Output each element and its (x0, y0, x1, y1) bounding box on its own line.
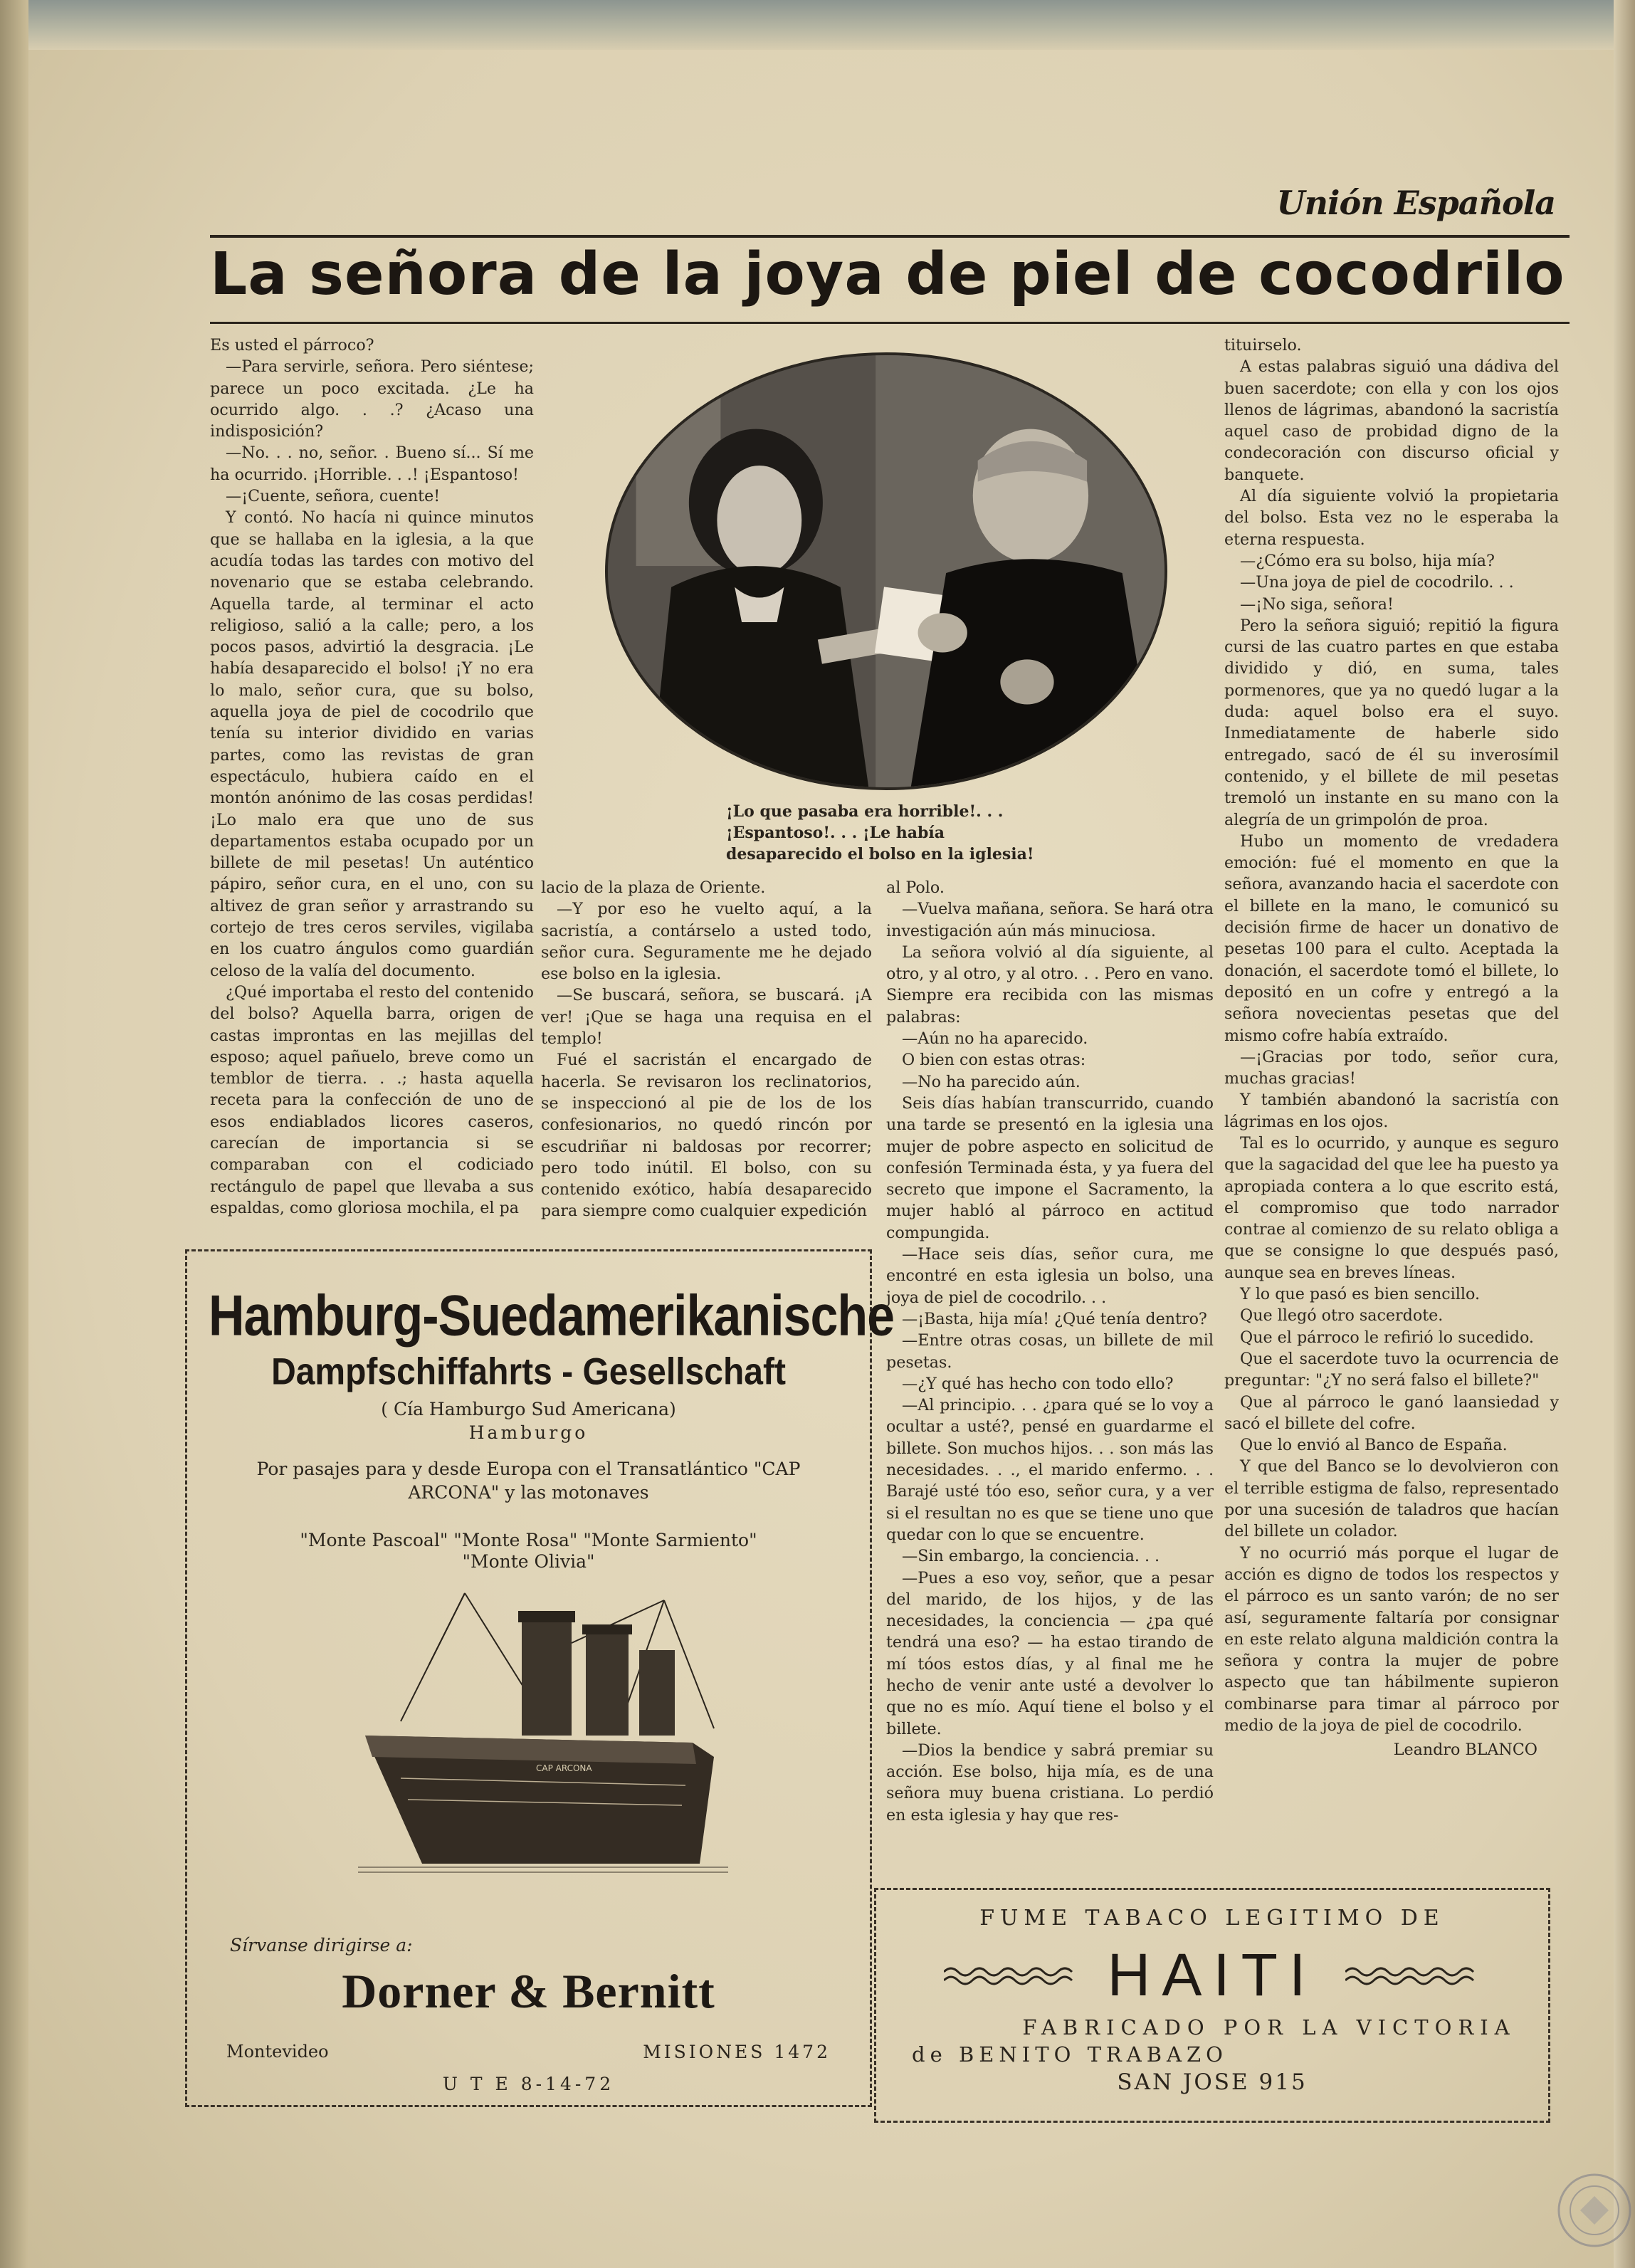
photo-woman-and-priest (608, 355, 1165, 787)
paragraph: —¡Basta, hija mía! ¿Qué tenía dentro? (902, 1309, 1207, 1328)
paragraph: —¡No siga, señora! (1240, 594, 1394, 614)
paragraph: —Pues a eso voy, señor, que a pesar del marido, de los hijos, y de las necesidades, la conciencia — ¿pa qué tendrá una eso? — ha estao tirando de mí tóos estos días, y al final me he hecho de venir ante usté a devolver lo que no es mío. Aquí tiene el bolso y el billete. (886, 1568, 1214, 1738)
decorative-wave-left (944, 1965, 1079, 1986)
paragraph: —Para servirle, señora. Pero siéntese; parece un poco excitada. ¿Le ha ocurrido algo. . .? ¿Acaso una indisposición? (210, 357, 534, 441)
ad-city: Montevideo (226, 2042, 329, 2062)
ad-body: Por pasajes para y desde Europa con el Transatlántico "CAP ARCONA" y las motonaves (256, 1459, 801, 1503)
paragraph: —Al principio. . . ¿para qué se lo voy a ocultar a usté?, pensé en guardarme el billete. Son muchos hijos. . . son más las necesidades. . ., el marido enfermo. . . Barajé usté tóo eso, señor cura, y a ver si el resultan no es que se tiene uno que quedar con lo que se encuentre. (886, 1396, 1214, 1544)
haiti-tobacco-ad (874, 1888, 1550, 2123)
paragraph: —¡Gracias por todo, señor cura, muchas gracias! (1224, 1047, 1559, 1088)
ad-ships-line-1: "Monte Pascoal" "Monte Rosa" "Monte Sarmiento" (300, 1530, 757, 1550)
paragraph: —Entre otras cosas, un billete de mil pesetas. (886, 1331, 1214, 1372)
paragraph: tituirselo. (1224, 336, 1302, 355)
article-photo (605, 352, 1167, 790)
paragraph: —No ha parecido aún. (902, 1072, 1081, 1091)
paragraph: A estas palabras siguió una dádiva del buen sacerdote; con ella y con los ojos llenos de lágrimas, abandonó la sacristía aquel caso de probidad digno de la condecoración con discurso oficial y banquete. (1224, 357, 1559, 484)
paragraph: Que al párroco le ganó laansiedad y sacó el billete del cofre. (1224, 1392, 1559, 1433)
paragraph: —Una joya de piel de cocodrilo. . . (1240, 573, 1514, 592)
ocean-liner-illustration (358, 1579, 728, 1878)
paragraph: Fué el sacristán el encargado de hacerla. Se revisaron los reclinatorios, se inspeccionó al pie de los de los confesionarios, no quedó rincón por escudriñar ni baldosas por recorrer; pero todo inútil. El bolso, con su contenido exótico, había desaparecido para siempre como cualquier expedición (541, 1051, 872, 1221)
article-column-1 (210, 335, 534, 1228)
paragraph: —Hace seis días, señor cura, me encontré en esta iglesia un bolso, una joya de piel de cocodrilo. . . (886, 1245, 1214, 1307)
ad-phone: U T E 8-14-72 (442, 2074, 615, 2094)
paragraph: Que el párroco le refirió lo sucedido. (1240, 1328, 1534, 1347)
paragraph: —¿Y qué has hecho con todo ello? (902, 1374, 1174, 1393)
article-column-3 (886, 877, 1214, 1881)
haiti-brand: HAITI (1107, 1941, 1318, 2008)
haiti-ad-line-4: de BENITO TRABAZO (912, 2042, 1228, 2067)
library-seal-stamp (1555, 2164, 1634, 2257)
ad-spanish-name: ( Cía Hamburgo Sud Americana) (381, 1399, 676, 1419)
masthead: Unión Española (1276, 184, 1555, 222)
headline: La señora de la joya de piel de cocodrilo (210, 241, 1565, 308)
photo-caption: ¡Lo que pasaba era horrible!. . . ¡Espantoso!. . . ¡Le había desaparecido el bolso en la iglesia! (726, 802, 1034, 863)
haiti-ad-address: SAN JOSE 915 (1117, 2069, 1308, 2095)
paragraph: Y contó. No hacía ni quince minutos que se hallaba en la iglesia, a la que acudía todas las tardes con motivo del novenario que se estaba celebrando. Aquella tarde, al terminar el acto religioso, salió a la calle; pero, a los pocos pasos, advirtió la desgracia. ¡Le había desaparecido el bolso! ¡Y no era lo malo, señor cura, que su bolso, aquella joya de piel de cocodrilo que tenía su interior dividido en varias partes, como las revistas de gran espectáculo, hubiera caído en el montón anónimo de las cosas perdidas! ¡Lo malo era que uno de sus departamentos estaba ocupado por un billete de mil pesetas! Un auténtico pápiro, señor cura, en el uno, con su altivez de gran señor y arrastrando su cortejo de tres ceros serviles, vigilaba en los cuatro ángulos como guardián celoso de la valía del documento. (210, 508, 534, 980)
paragraph: Que lo envió al Banco de España. (1240, 1436, 1508, 1455)
ad-address: MISIONES 1472 (643, 2042, 831, 2062)
decorative-wave-right (1345, 1965, 1481, 1986)
paragraph: —¡Cuente, señora, cuente! (226, 487, 441, 506)
paragraph: —No. . . no, señor. . Bueno sí... Sí me ha ocurrido. ¡Horrible. . .! ¡Espantoso! (210, 443, 534, 484)
haiti-ad-line-3: FABRICADO POR LA VICTORIA (1022, 2015, 1516, 2039)
paragraph: Tal es lo ocurrido, y aunque es seguro que la sagacidad del que lee ha puesto ya apropiada contera a lo que escrito está, el compromiso que todo narrador contrae al comienzo de su relato obliga a que se consigne lo que después pasó, aunque sea en breves líneas. (1224, 1133, 1559, 1282)
paragraph: al Polo. (886, 878, 945, 897)
paragraph: —Se buscará, señora, se buscará. ¡A ver! ¡Que se haga una requisa en el templo! (541, 986, 872, 1049)
paragraph: —Vuelva mañana, señora. Se hará otra investigación aún más minuciosa. (886, 900, 1214, 940)
page-left-edge (0, 0, 28, 2268)
paragraph: ¿Qué importaba el resto del contenido del bolso? Aquella barra, origen de castas improntas en las mejillas del esposo; aquel pañuelo, breve como un temblor de tierra. . .; hasta aquella receta para la confección de uno de esos endiablados licores caseros, carecían de importancia si se comparaban con el codiciado rectángulo de papel que llevaba a sus espaldas, como gloriosa mochila, el pa (210, 982, 534, 1217)
paragraph: —Y por eso he vuelto aquí, a la sacristía, a contárselo a usted todo, señor cura. Seguramente me he dejado ese bolso en la iglesia. (541, 900, 872, 984)
paragraph: O bien con estas otras: (902, 1051, 1086, 1070)
page-top-edge (0, 0, 1635, 50)
ad-subtitle: Dampfschiffahrts - Gesellschaft (271, 1351, 786, 1393)
paragraph: Que el sacerdote tuvo la ocurrencia de preguntar: "¿Y no será falso el billete?" (1224, 1349, 1559, 1390)
paragraph: —¿Cómo era su bolso, hija mía? (1240, 551, 1495, 570)
paragraph: —Aún no ha aparecido. (902, 1029, 1088, 1049)
article-column-4 (1224, 335, 1559, 1883)
headline-rule-bottom (210, 322, 1570, 324)
paragraph: Y también abandonó la sacristía con lágrimas en los ojos. (1224, 1091, 1559, 1131)
ad-ships-line-2: "Monte Olivia" (462, 1551, 595, 1572)
article-column-2 (541, 877, 872, 1233)
hamburg-shipping-ad (185, 1249, 895, 2107)
paragraph: —Sin embargo, la conciencia. . . (902, 1547, 1160, 1566)
headline-rule-top (210, 235, 1570, 238)
page-right-edge (1614, 0, 1635, 2268)
article-signature: Leandro BLANCO (1393, 1741, 1537, 1760)
ad-city-line: Hamburgo (468, 1422, 589, 1443)
paragraph: Hubo un momento de vredadera emoción: fué el momento en que la señora, avanzando hacia el sacerdote con el billete en la mano, le comunicó su decisión firme de hacer un donativo de pesetas 100 para el culto. Aceptada la donación, el sacerdote tomó el billete, lo depositó en un cofre y entregó a la señora novecientas pesetas que del mismo cofre había extraído. (1224, 831, 1559, 1045)
paragraph: Y que del Banco se lo devolvieron con el terrible estigma de falso, representado por una sucesión de taladros que hacían del billete un colador. (1224, 1457, 1559, 1541)
haiti-ad-line-1: FUME TABACO LEGITIMO DE (979, 1906, 1445, 1931)
paragraph: La señora volvió al día siguiente, al otro, y al otro, y al otro. . . Pero en vano. Siempre era recibida con las mismas palabras: (886, 943, 1214, 1027)
paragraph: —Dios la bendice y sabrá premiar su acción. Ese bolso, hija mía, es de una señora muy buena cristiana. Lo perdió en esta iglesia y hay que res- (886, 1741, 1214, 1825)
paragraph: Es usted el párroco? (210, 336, 374, 355)
paragraph: lacio de la plaza de Oriente. (541, 878, 766, 897)
paragraph: Pero la señora siguió; repitió la figura cursi de las cuatro partes en que estaba dividido y dió, en suma, tales pormenores, que ya no quedó lugar a la duda: aquel bolso era el suyo. Inmediatamente de haberle sido entregado, sacó de él su inverosímil contenido, y el billete de mil pesetas tremoló un instante en su mano con la alegría de un grimpolón de proa. (1224, 616, 1559, 829)
ad-contact-label: Sírvanse dirigirse a: (230, 1935, 413, 1955)
ad-title: Hamburg-Suedamerikanische (209, 1283, 895, 1348)
paragraph: Al día siguiente volvió la propietaria del bolso. Esta vez no le esperaba la eterna respuesta. (1224, 487, 1559, 549)
ship-hull-name: CAP ARCONA (536, 1763, 592, 1773)
paragraph: Que llegó otro sacerdote. (1240, 1306, 1444, 1325)
ad-company-name: Dorner & Bernitt (342, 1964, 715, 2018)
paragraph: Y no ocurrió más porque el lugar de acción es digno de todos los respectos y el párroco es un santo varón; de no ser así, seguramente faltaría por consignar en este relato alguna maldición contra la señora y contra la mujer de pobre aspecto que tan hábilmente supieron combinarse para timar al párroco por medio de la joya de piel de cocodrilo. (1224, 1543, 1559, 1735)
paragraph: Seis días habían transcurrido, cuando una tarde se presentó en la iglesia una mujer de pobre aspecto en solicitud de confesión Terminada ésta, y ya fuera del secreto que impone el Sacramento, la mujer habló al párroco en actitud compungida. (886, 1093, 1214, 1242)
paragraph: Y lo que pasó es bien sencillo. (1240, 1285, 1480, 1304)
